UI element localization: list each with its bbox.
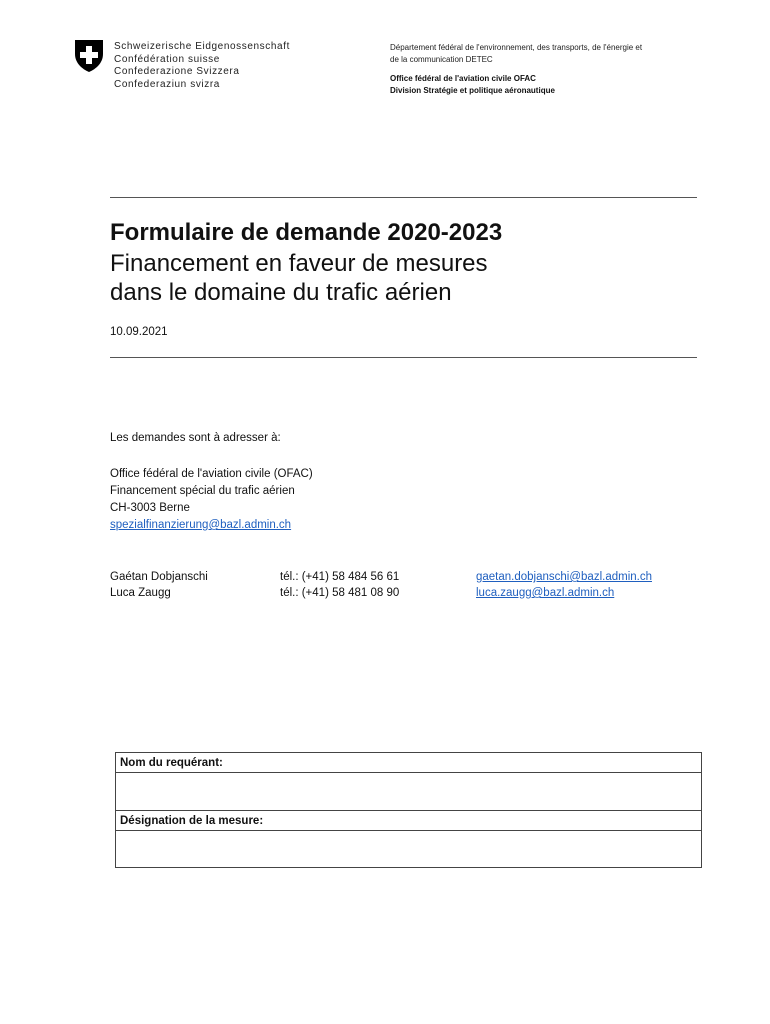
confederation-line-it: Confederazione Svizzera	[114, 66, 240, 77]
contact-phone: tél.: (+41) 58 481 08 90	[280, 587, 400, 599]
office-line-1: Office fédéral de l'aviation civile OFAC	[390, 74, 536, 83]
department-name	[390, 42, 710, 66]
office-name	[390, 73, 710, 97]
address-intro: Les demandes sont à adresser à:	[110, 432, 281, 444]
request-form-table	[115, 752, 702, 868]
measure-field[interactable]	[116, 831, 701, 867]
department-line-2: de la communication DETEC	[390, 55, 493, 64]
contact-email-link[interactable]: luca.zaugg@bazl.admin.ch	[476, 587, 615, 599]
postal-address	[110, 466, 313, 534]
address-line: Office fédéral de l'aviation civile (OFAC)	[110, 468, 313, 480]
title-top-divider	[110, 197, 697, 198]
contact-name: Gaétan Dobjanschi	[110, 571, 208, 583]
address-line: Financement spécial du trafic aérien	[110, 485, 295, 497]
contact-email-link[interactable]: gaetan.dobjanschi@bazl.admin.ch	[476, 571, 652, 583]
address-email-link[interactable]: spezialfinanzierung@bazl.admin.ch	[110, 519, 292, 531]
document-date: 10.09.2021	[110, 326, 168, 338]
requester-label: Nom du requérant:	[116, 753, 701, 773]
title-bottom-divider	[110, 357, 697, 358]
swiss-coat-of-arms-icon	[74, 39, 104, 73]
confederation-line-rm: Confederaziun svizra	[114, 78, 220, 90]
requester-field[interactable]	[116, 773, 701, 811]
confederation-line-de: Schweizerische Eidgenossenschaft	[114, 41, 290, 52]
office-line-2: Division Stratégie et politique aéronautique	[390, 86, 555, 95]
contact-name: Luca Zaugg	[110, 587, 171, 599]
subtitle-line-2: dans le domaine du trafic aérien	[110, 279, 452, 306]
department-line-1: Département fédéral de l'environnement, des transports, de l'énergie et	[390, 43, 643, 52]
page-subtitle	[110, 249, 488, 307]
address-line: CH-3003 Berne	[110, 502, 190, 514]
confederation-wordmark	[114, 41, 290, 91]
page-title: Formulaire de demande 2020-2023	[110, 219, 503, 246]
contact-phone: tél.: (+41) 58 484 56 61	[280, 571, 400, 583]
measure-label: Désignation de la mesure:	[116, 811, 701, 831]
confederation-line-fr: Confédération suisse	[114, 53, 220, 65]
subtitle-line-1: Financement en faveur de mesures	[110, 250, 488, 277]
